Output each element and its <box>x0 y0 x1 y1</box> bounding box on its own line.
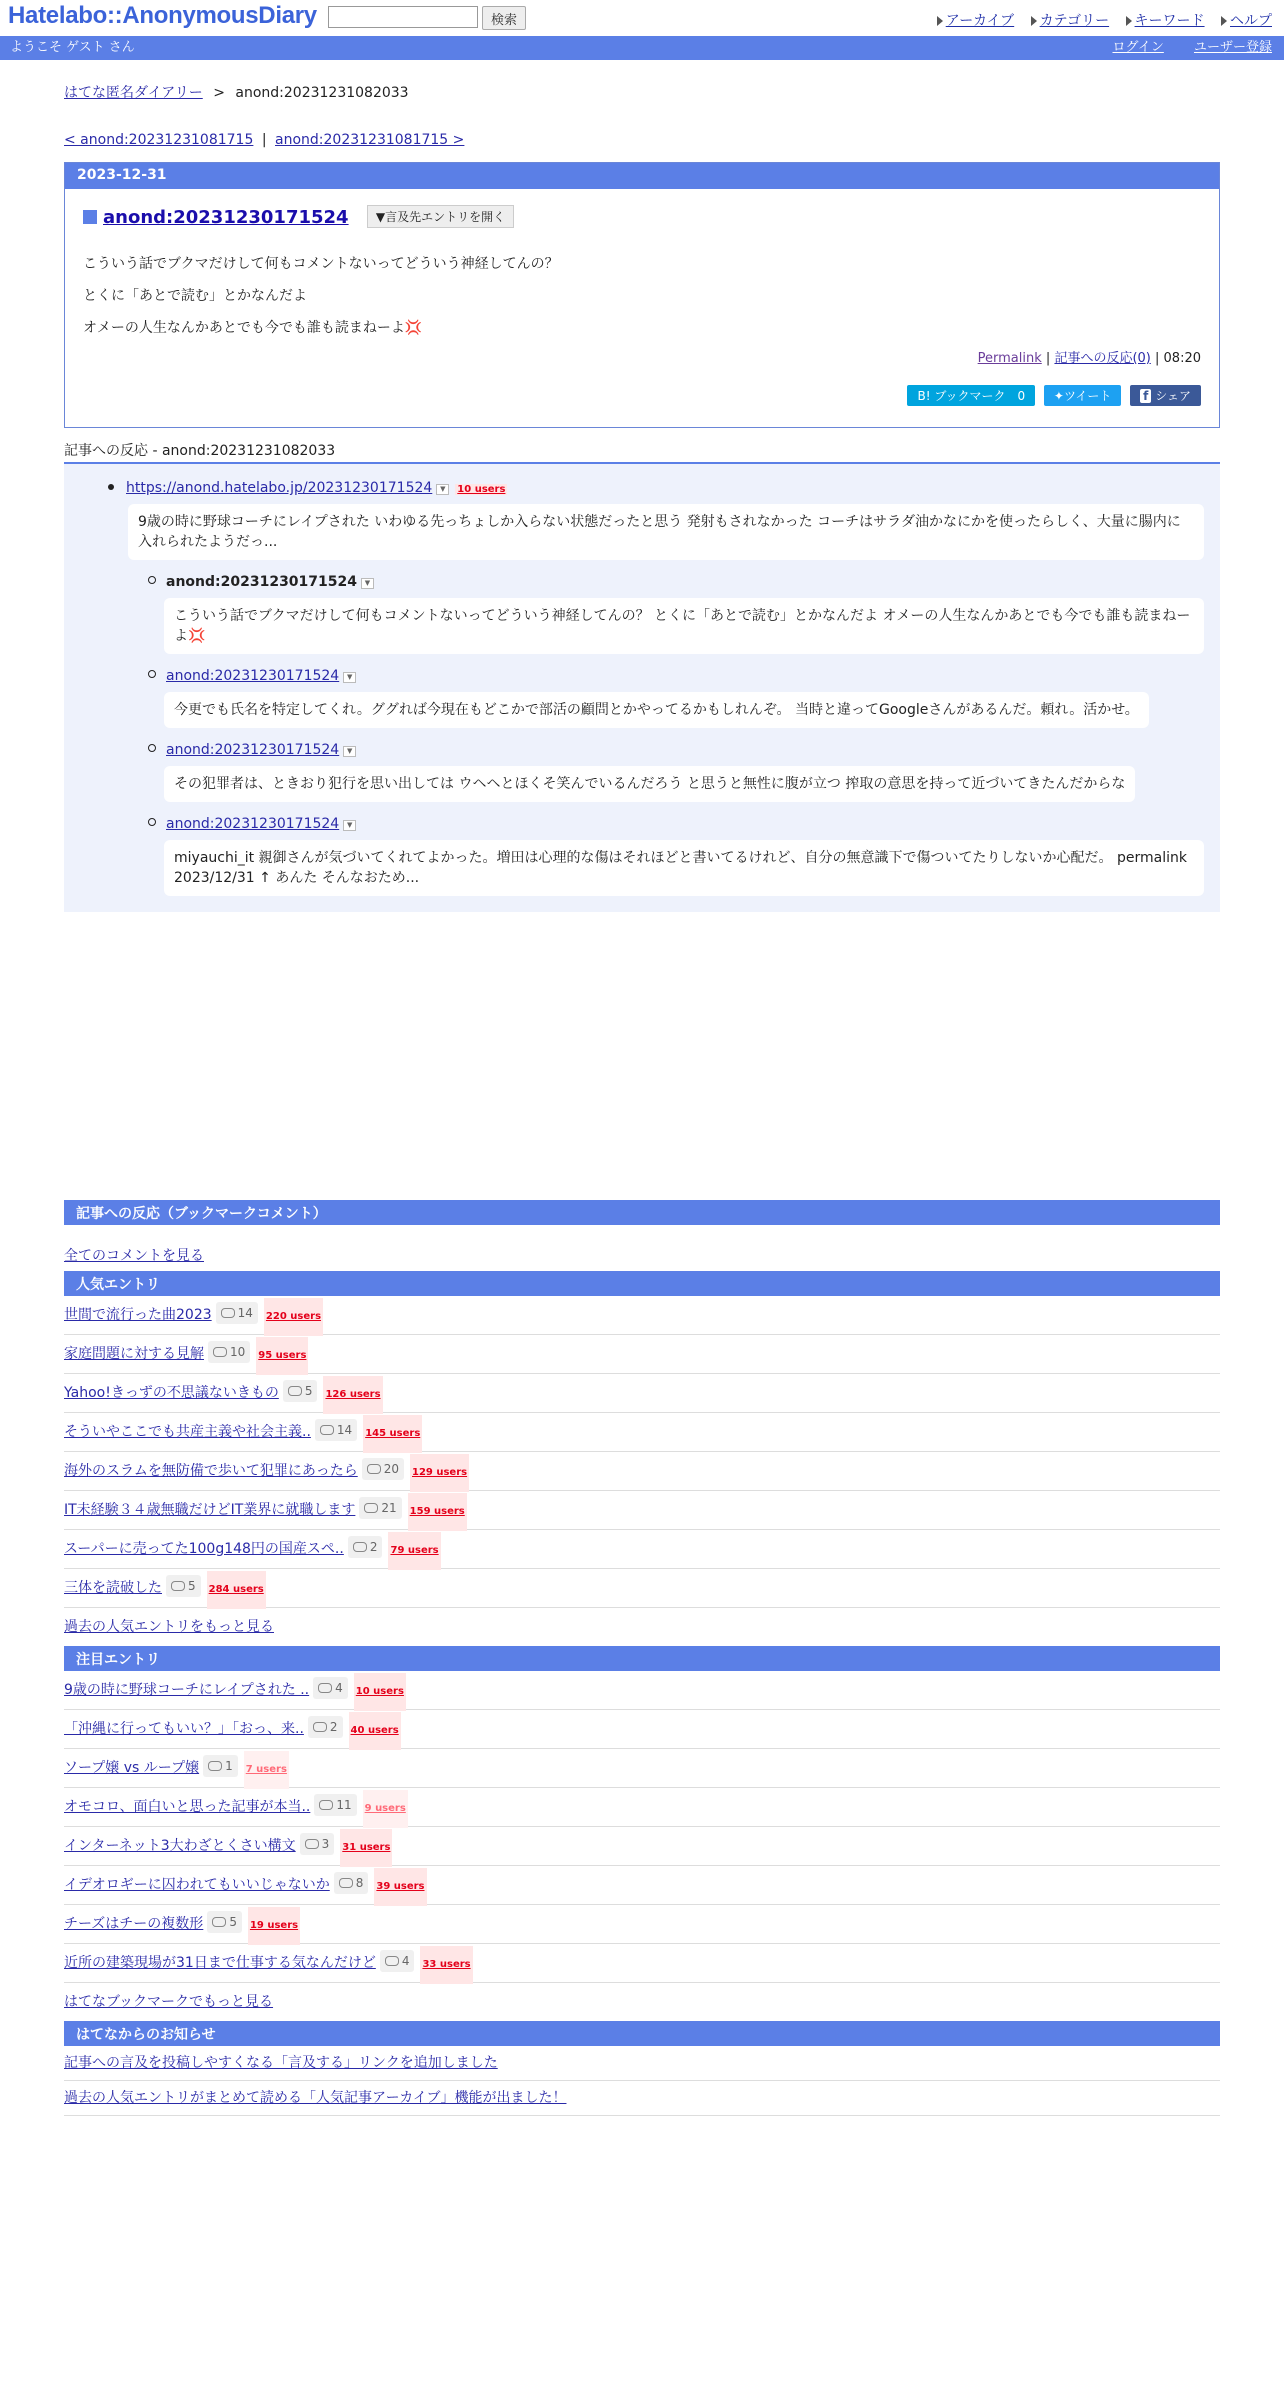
reaction-item <box>164 668 1204 728</box>
comment-bubble-icon <box>318 1683 332 1693</box>
entry-row <box>64 1530 1220 1569</box>
reaction-top-url[interactable]: https://anond.hatelabo.jp/20231230171524 <box>126 480 433 496</box>
comment-count-badge[interactable] <box>308 1716 343 1738</box>
attention-more-link[interactable]: はてなブックマークでもっと見る <box>64 1994 274 2010</box>
arrow-icon <box>1221 16 1227 26</box>
comment-count: 2 <box>329 1720 338 1734</box>
entry-link[interactable]: 近所の建築現場が31日まで仕事する気なんだけど <box>64 1955 376 1971</box>
entry-link[interactable]: 三体を読破した <box>64 1580 162 1596</box>
comment-count-badge[interactable] <box>166 1575 201 1597</box>
comment-count: 5 <box>304 1384 313 1398</box>
comment-bubble-icon <box>353 1542 367 1552</box>
entry-link[interactable]: イデオロギーに囚われてもいいじゃないか <box>64 1877 330 1893</box>
reaction-text: miyauchi_it 親御さんが気づいてくれてよかった。増田は心理的な傷はそれほどと書いてるけれど、自分の無意識下で傷ついてたりしないか心配だ。 permalink 2023/12/31 ↑ あんた そんなおため... <box>164 840 1204 896</box>
notice-link[interactable]: 記事への言及を投稿しやすくなる「言及する」リンクを追加しました <box>64 2055 498 2071</box>
tweet-button[interactable] <box>1044 385 1121 406</box>
comment-bubble-icon <box>385 1956 399 1966</box>
comment-count-badge[interactable] <box>208 1341 250 1363</box>
users-badge[interactable]: 39 users <box>374 1868 426 1906</box>
entry-row <box>64 1452 1220 1491</box>
nav-keyword[interactable]: キーワード <box>1134 13 1205 29</box>
users-badge[interactable]: 79 users <box>388 1532 440 1570</box>
nav-help[interactable]: ヘルプ <box>1230 13 1272 29</box>
pager <box>64 132 1220 148</box>
entry-square-icon <box>83 210 97 224</box>
register-link[interactable]: ユーザー登録 <box>1193 40 1272 55</box>
prev-entry-link[interactable]: < anond:20231231081715 <box>64 132 254 148</box>
pager-separator: | <box>261 132 267 148</box>
breadcrumb-separator: > <box>213 85 225 101</box>
entry-time: 08:20 <box>1163 351 1201 366</box>
comment-bubble-icon <box>212 1917 226 1927</box>
chevron-down-icon[interactable]: ▼ <box>361 578 374 589</box>
notices-title: はてなからのお知らせ <box>64 2021 1220 2046</box>
chevron-down-icon[interactable]: ▼ <box>436 484 449 495</box>
users-badge[interactable]: 40 users <box>349 1712 401 1750</box>
facebook-icon: f <box>1140 389 1151 403</box>
facebook-share-label: シェア <box>1155 389 1191 403</box>
next-entry-link[interactable]: anond:20231231081715 > <box>275 132 465 148</box>
comment-bubble-icon <box>320 1425 334 1435</box>
comment-count-badge[interactable] <box>362 1458 404 1480</box>
reaction-name[interactable]: anond:20231230171524 <box>166 816 340 832</box>
users-badge[interactable]: 145 users <box>363 1415 422 1453</box>
hatena-bookmark-button[interactable]: B! ブックマーク 0 <box>907 385 1035 406</box>
reaction-text: こういう話でブクマだけして何もコメントないってどういう神経してんの？ とくに「あとで読む」とかなんだよ オメーの人生なんかあとでも今でも誰も読まねーよ💢 <box>164 598 1204 654</box>
comment-count: 14 <box>237 1306 253 1320</box>
reaction-item <box>164 574 1204 654</box>
entry-link[interactable]: チーズはチーの複数形 <box>64 1916 204 1932</box>
entry-row <box>64 1296 1220 1335</box>
users-badge[interactable]: 19 users <box>248 1907 300 1945</box>
entry-row <box>64 1866 1220 1905</box>
entry-row <box>64 1374 1220 1413</box>
popular-more-link[interactable]: 過去の人気エントリをもっと見る <box>64 1619 274 1635</box>
breadcrumb-home[interactable]: はてな匿名ダイアリー <box>64 85 203 101</box>
entry-link[interactable]: 世間で流行った曲2023 <box>64 1307 212 1323</box>
entry-row <box>64 1413 1220 1452</box>
comment-bubble-icon <box>171 1581 185 1591</box>
entry-link[interactable]: そういやここでも共産主義や社会主義.. <box>64 1424 311 1440</box>
nav-archive[interactable]: アーカイブ <box>945 13 1015 29</box>
users-badge[interactable]: 220 users <box>264 1298 323 1336</box>
users-badge[interactable]: 159 users <box>408 1493 467 1531</box>
footer-separator: | <box>1045 351 1051 366</box>
welcome-bar <box>0 36 1284 60</box>
comment-bubble-icon <box>339 1878 353 1888</box>
main-content <box>64 80 1220 912</box>
comment-count-badge[interactable] <box>313 1677 348 1699</box>
comment-bubble-icon <box>319 1800 333 1810</box>
site-logo[interactable]: Hatelabo::AnonymousDiary <box>8 2 317 29</box>
entry-link[interactable]: Yahoo!きっずの不思議ないきもの <box>64 1385 279 1401</box>
comment-count: 1 <box>225 1759 233 1773</box>
users-badge[interactable]: 10 users <box>354 1673 406 1711</box>
entry-title-link[interactable]: anond:20231230171524 <box>103 207 349 228</box>
entry-paragraph: こういう話でブクマだけして何もコメントないってどういう神経してんの？ <box>83 256 559 272</box>
users-badge[interactable]: 284 users <box>207 1571 266 1609</box>
users-badge[interactable]: 129 users <box>410 1454 469 1492</box>
comment-count: 11 <box>336 1798 352 1812</box>
all-comments-link[interactable]: 全てのコメントを見る <box>64 1248 204 1264</box>
comment-count: 10 <box>230 1345 246 1359</box>
bullet-icon <box>148 818 156 826</box>
sidebar-sections <box>64 1200 1220 2116</box>
entry-link[interactable]: オモコロ、面白いと思った記事が本当.. <box>64 1799 311 1815</box>
comment-count-badge[interactable] <box>207 1911 242 1933</box>
bullet-icon <box>148 744 156 752</box>
users-badge[interactable]: 126 users <box>323 1376 382 1414</box>
entry-link[interactable]: ソープ嬢 vs ループ嬢 <box>64 1760 200 1776</box>
comment-bubble-icon <box>288 1386 302 1396</box>
arrow-icon <box>1031 16 1037 26</box>
entry-link[interactable]: スーパーに売ってた100g148円の国産スペ.. <box>64 1541 344 1557</box>
reactions-list <box>64 464 1220 912</box>
comment-count: 5 <box>229 1915 237 1929</box>
reaction-text: 今更でも氏名を特定してくれ。ググれば今現在もどこかで部活の顧問とかやってるかもしれんぞ。 当時と違ってGoogleさんがあるんだ。頼れ。活かせ。 <box>164 692 1149 728</box>
users-badge[interactable]: 10 users <box>457 484 506 495</box>
breadcrumb <box>64 82 1220 102</box>
bullet-icon <box>148 576 156 584</box>
comment-count: 4 <box>401 1954 410 1968</box>
users-badge[interactable]: 95 users <box>256 1337 308 1375</box>
comment-count: 5 <box>188 1579 196 1593</box>
reaction-name[interactable]: anond:20231230171524 <box>166 668 340 684</box>
notice-link[interactable]: 過去の人気エントリがまとめて読める「人気記事アーカイブ」機能が出ました！ <box>64 2090 567 2106</box>
arrow-icon <box>937 16 943 26</box>
comment-count-badge[interactable] <box>314 1794 356 1816</box>
reaction-name[interactable]: anond:20231230171524 <box>166 742 340 758</box>
entry-link[interactable]: 「沖縄に行ってもいい？」「おっ、来.. <box>64 1721 304 1737</box>
reaction-item <box>164 742 1204 802</box>
day-date: 2023-12-31 <box>65 163 1219 189</box>
users-badge[interactable]: 7 users <box>244 1751 289 1789</box>
comment-bubble-icon <box>213 1347 227 1357</box>
users-badge[interactable]: 31 users <box>340 1829 392 1867</box>
entry-row <box>64 1788 1220 1827</box>
comment-bubble-icon <box>305 1839 319 1849</box>
open-referenced-entry-button[interactable]: ▼言及先エントリを開く <box>367 205 514 228</box>
entry-footer <box>978 347 1201 366</box>
share-buttons <box>903 385 1201 406</box>
comment-count-badge[interactable] <box>216 1302 258 1324</box>
attention-entries-title: 注目エントリ <box>64 1646 1220 1671</box>
users-badge[interactable]: 33 users <box>420 1946 472 1984</box>
comment-bubble-icon <box>313 1722 327 1732</box>
popular-entries-list <box>64 1296 1220 1608</box>
entry-row <box>64 1491 1220 1530</box>
entry-link[interactable]: 9歳の時に野球コーチにレイプされた .. <box>64 1682 310 1698</box>
facebook-share-button[interactable] <box>1130 385 1201 406</box>
arrow-icon <box>1126 16 1132 26</box>
reaction-top-item <box>84 480 1204 496</box>
comment-count: 21 <box>381 1501 397 1515</box>
entry-title[interactable] <box>83 207 355 228</box>
reaction-text: その犯罪者は、ときおり犯行を思い出しては ウヘヘとほくそ笑んでいるんだろう と思うと無性に腹が立つ 搾取の意思を持って近づいてきたんだからな <box>164 766 1135 802</box>
comment-count: 4 <box>335 1681 343 1695</box>
entry-row <box>64 1749 1220 1788</box>
entry-body <box>65 189 1219 427</box>
entry-row <box>64 1905 1220 1944</box>
comment-bubble-icon <box>208 1761 222 1771</box>
comment-count-badge[interactable] <box>203 1755 238 1777</box>
breadcrumb-current: anond:20231231082033 <box>235 85 409 101</box>
nav-category[interactable]: カテゴリー <box>1039 13 1110 29</box>
reactions-title: 記事への反応 - anond:20231231082033 <box>64 440 1220 464</box>
entry-paragraph: とくに「あとで読む」とかなんだよ <box>83 288 307 304</box>
popular-entries-title: 人気エントリ <box>64 1271 1220 1296</box>
entry-row <box>64 1335 1220 1374</box>
top-navigation <box>937 10 1272 30</box>
entry-paragraph: オメーの人生なんかあとでも今でも誰も読まねーよ💢 <box>83 320 423 336</box>
entry-row <box>64 1671 1220 1710</box>
entry-link[interactable]: 海外のスラムを無防備で歩いて犯罪にあったら <box>64 1463 358 1479</box>
login-link[interactable]: ログイン <box>1112 40 1164 55</box>
chevron-down-icon[interactable]: ▼ <box>343 820 356 831</box>
comment-count-badge[interactable] <box>300 1833 335 1855</box>
bookmark-comments-title: 記事への反応（ブックマークコメント） <box>64 1200 1220 1225</box>
comment-count: 14 <box>336 1423 353 1437</box>
site-header <box>0 0 1284 36</box>
attention-entries-list <box>64 1671 1220 1983</box>
comment-count: 3 <box>321 1837 330 1851</box>
chevron-down-icon[interactable]: ▼ <box>343 672 356 683</box>
comment-count-badge[interactable] <box>283 1380 318 1402</box>
entry-row <box>64 1944 1220 1983</box>
bullet-icon <box>108 484 114 490</box>
entry-row <box>64 1827 1220 1866</box>
users-badge[interactable]: 9 users <box>363 1790 408 1828</box>
reaction-excerpt: 9歳の時に野球コーチにレイプされた いわゆる先っちょしか入らない状態だったと思う 発射もされなかった コーチはサラダ油かなにかを使ったらしく、大量に腸内に入れられたようだっ... <box>128 504 1204 560</box>
entry-link[interactable]: IT未経験３４歳無職だけどIT業界に就職します <box>64 1502 356 1518</box>
comment-count-badge[interactable] <box>380 1950 415 1972</box>
comment-count-badge[interactable] <box>348 1536 383 1558</box>
search-button[interactable]: 検索 <box>482 6 526 30</box>
comment-count-badge[interactable] <box>334 1872 369 1894</box>
bullet-icon <box>148 670 156 678</box>
chevron-down-icon[interactable]: ▼ <box>343 746 356 757</box>
day-section <box>64 162 1220 428</box>
reaction-item <box>164 816 1204 896</box>
twitter-icon: ✦ <box>1053 389 1064 403</box>
comment-count-badge[interactable] <box>359 1497 401 1519</box>
comment-count: 8 <box>355 1876 364 1890</box>
comment-count: 20 <box>383 1462 399 1476</box>
comment-bubble-icon <box>367 1464 381 1474</box>
search-input[interactable] <box>328 6 478 28</box>
entry-row <box>64 1710 1220 1749</box>
entry-row <box>64 1569 1220 1608</box>
permalink[interactable]: Permalink <box>977 351 1042 366</box>
welcome-greeting: ようこそ ゲスト さん <box>10 40 135 55</box>
tweet-label: ツイート <box>1063 389 1112 403</box>
comment-bubble-icon <box>221 1308 235 1318</box>
footer-separator: | <box>1155 351 1160 366</box>
comment-bubble-icon <box>364 1503 378 1513</box>
reaction-sublist <box>164 574 1204 896</box>
comment-count: 2 <box>369 1540 378 1554</box>
entry-link[interactable]: 家庭問題に対する見解 <box>64 1346 204 1362</box>
reaction-name: anond:20231230171524 <box>166 574 357 590</box>
entry-link[interactable]: インターネット3大わざとくさい構文 <box>64 1838 296 1854</box>
reactions-count-link[interactable]: 記事への反応(0) <box>1054 351 1151 366</box>
comment-count-badge[interactable] <box>315 1419 357 1441</box>
